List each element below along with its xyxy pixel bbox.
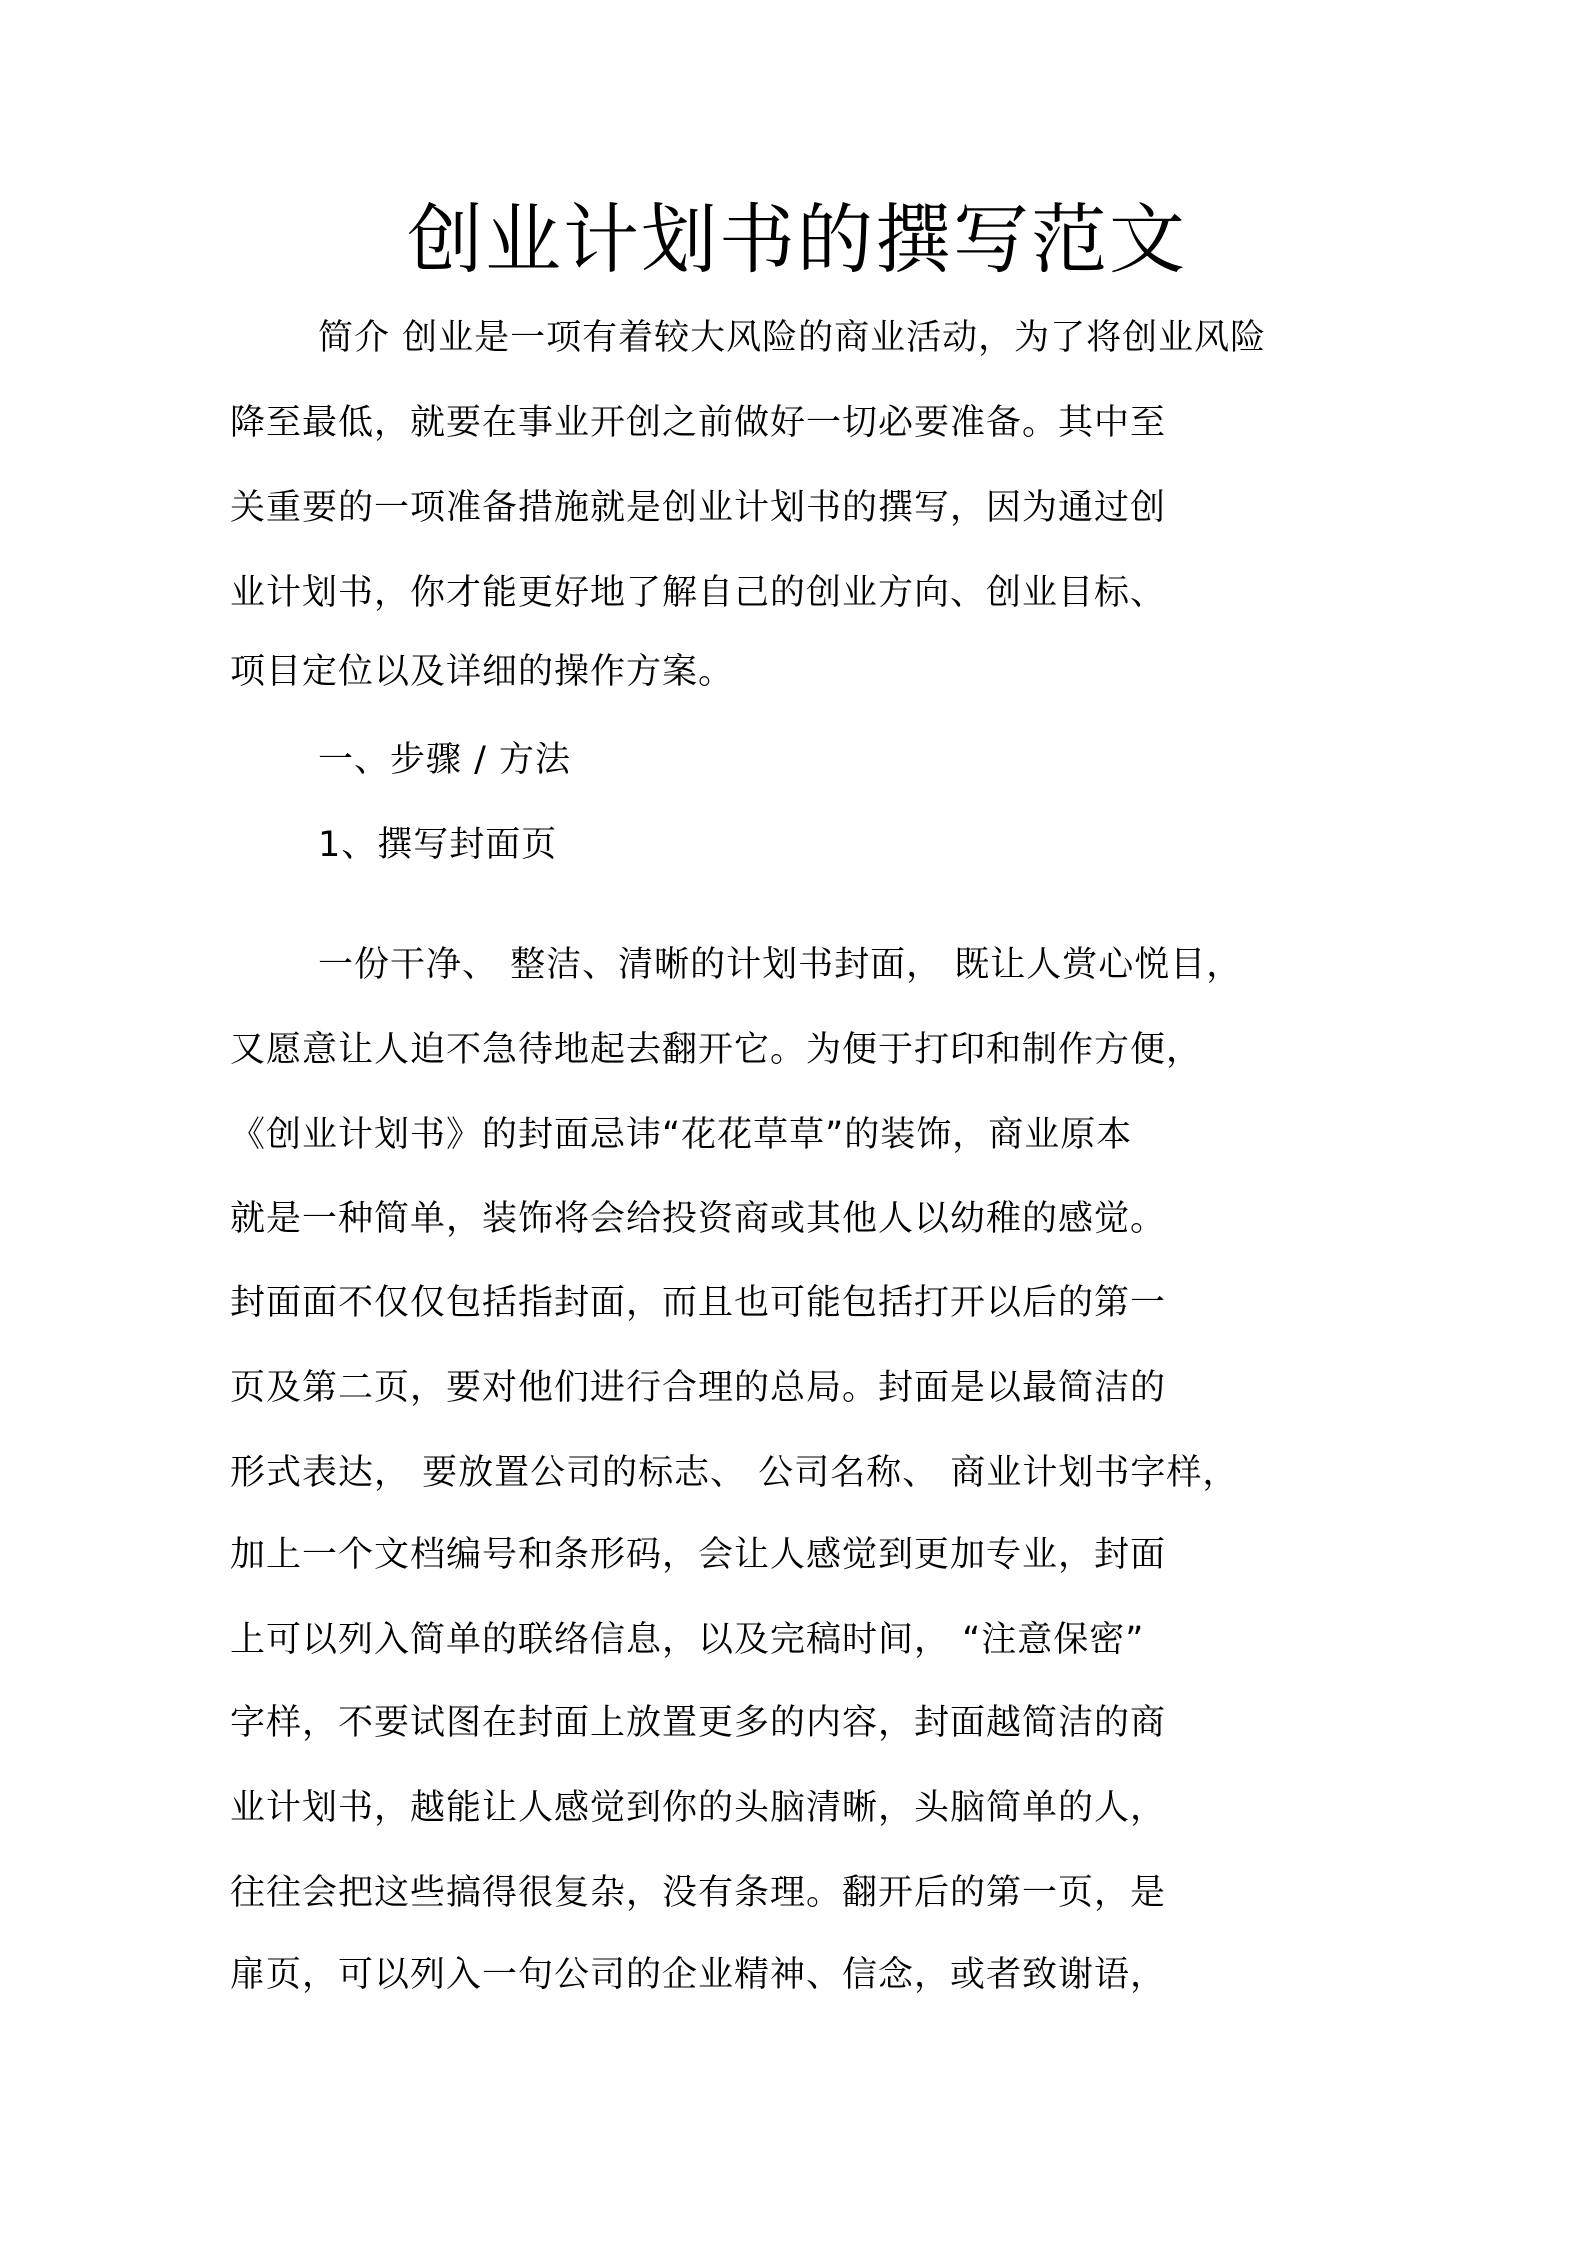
body-line: 又愿意让人迫不急待地起去翻开它。为便于打印和制作方便， [230,1030,1203,1070]
subsection-heading: 1、撰写封面页 [318,825,558,865]
section-heading: 一、步骤 / 方法 [318,740,572,780]
body-line: 形式表达， 要放置公司的标志、 公司名称、 商业计划书字样， [230,1453,1239,1493]
body-line: 一份干净、 整洁、清晰的计划书封面， 既让人赏心悦目， [318,945,1243,985]
body-line: 页及第二页，要对他们进行合理的总局。封面是以最简洁的 [230,1368,1167,1408]
body-line: 就是一种简单，装饰将会给投资商或其他人以幼稚的感觉。 [230,1199,1167,1239]
body-line: 业计划书，越能让人感觉到你的头脑清晰，头脑简单的人， [230,1788,1167,1828]
document-title: 创业计划书的撰写范文 [407,195,1187,284]
body-line: 《创业计划书》的封面忌讳“花花草草”的装饰，商业原本 [230,1115,1133,1155]
body-line: 字样，不要试图在封面上放置更多的内容，封面越简洁的商 [230,1703,1167,1743]
intro-line: 业计划书，你才能更好地了解自己的创业方向、创业目标、 [230,573,1167,613]
body-line: 加上一个文档编号和条形码，会让人感觉到更加专业，封面 [230,1535,1167,1575]
body-line: 封面面不仅仅包括指封面，而且也可能包括打开以后的第一 [230,1283,1167,1323]
intro-line: 简介 创业是一项有着较大风险的商业活动，为了将创业风险 [318,318,1267,358]
intro-line: 项目定位以及详细的操作方案。 [230,652,735,692]
intro-line: 降至最低，就要在事业开创之前做好一切必要准备。其中至 [230,403,1167,443]
intro-line: 关重要的一项准备措施就是创业计划书的撰写，因为通过创 [230,488,1167,528]
body-line: 扉页，可以列入一句公司的企业精神、信念，或者致谢语， [230,1955,1167,1995]
body-line: 往往会把这些搞得很复杂，没有条理。翻开后的第一页，是 [230,1873,1167,1913]
body-line: 上可以列入简单的联络信息，以及完稿时间， “注意保密” [230,1620,1145,1660]
